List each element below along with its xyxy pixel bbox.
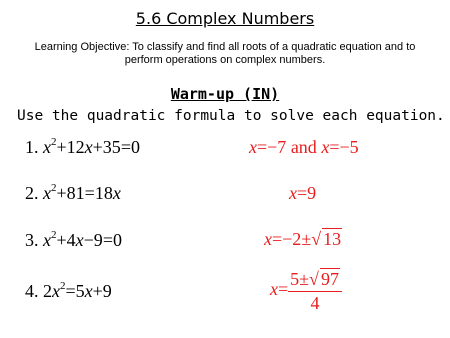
problem-number: 4. xyxy=(25,281,39,301)
term: 5 xyxy=(290,269,300,289)
and-text: and xyxy=(290,137,317,157)
equals: = xyxy=(329,137,340,157)
variable: x xyxy=(84,281,93,301)
variable: x xyxy=(270,279,278,300)
term: +81 xyxy=(56,183,85,203)
problem-1-equation: 1. $x^2+12x+35=0$ xyxy=(25,136,140,157)
root-value: −7 xyxy=(267,137,287,157)
rhs: 0 xyxy=(112,230,122,250)
variable: x xyxy=(249,137,257,157)
radicand: 13 xyxy=(323,229,342,249)
problem-2-equation: 2. $x^2+81=18x$ xyxy=(25,182,121,203)
coefficient: 2 xyxy=(43,281,52,301)
variable: x xyxy=(43,230,51,250)
equals: = xyxy=(278,279,289,300)
fraction xyxy=(288,268,342,314)
term: +35 xyxy=(92,137,121,157)
term: +12 xyxy=(56,137,85,157)
problem-number: 2. xyxy=(25,183,39,203)
variable: x xyxy=(264,229,272,249)
equals: = xyxy=(272,229,283,249)
variable: x xyxy=(84,137,93,157)
variable: x xyxy=(43,137,51,157)
term: 5 xyxy=(75,281,85,301)
root-value: −5 xyxy=(339,137,359,157)
problem-1-answer xyxy=(249,137,359,158)
root-value: 9 xyxy=(307,183,317,203)
problem-number: 1. xyxy=(25,137,39,157)
problem-number: 3. xyxy=(25,230,39,250)
problem-3-answer: x=−2±√ 13 xyxy=(264,229,342,249)
variable: x xyxy=(321,137,330,157)
variable: x xyxy=(52,281,60,301)
term: −9 xyxy=(83,230,103,250)
variable: x xyxy=(75,230,84,250)
equals: = xyxy=(297,183,308,203)
radicand: 97 xyxy=(320,269,339,289)
exponent: 2 xyxy=(51,182,57,194)
page-title: 5.6 Complex Numbers xyxy=(135,9,315,28)
term: +9 xyxy=(92,281,112,301)
exponent: 2 xyxy=(60,280,66,292)
learning-objective: Learning Objective: To classify and find all roots of a quadratic equation and to perform operations on complex numbers. xyxy=(34,41,416,66)
fraction-numerator: 5±√ 97 xyxy=(288,268,342,292)
problem-3-equation: 3. $x^2+4x-9=0$ xyxy=(25,229,122,250)
problem-2-answer xyxy=(289,183,316,204)
exponent: 2 xyxy=(51,136,57,148)
plus-minus: ± xyxy=(299,269,310,289)
fraction-denominator: 4 xyxy=(310,293,320,313)
rhs: 0 xyxy=(130,137,140,157)
term: +4 xyxy=(56,230,76,250)
equals: = xyxy=(257,137,268,157)
variable: x xyxy=(112,183,121,203)
term: 18 xyxy=(94,183,113,203)
problem-4-answer xyxy=(270,268,342,314)
problem-4-equation: 4. $2x^2=5x+9$ xyxy=(25,280,112,301)
variable: x xyxy=(289,183,297,203)
warmup-heading: Warm-up (IN) xyxy=(170,85,280,103)
plus-minus: ± xyxy=(301,229,312,249)
variable: x xyxy=(43,183,51,203)
exponent: 2 xyxy=(51,229,57,241)
term: −2 xyxy=(282,229,302,249)
warmup-instruction: Use the quadratic formula to solve each equation. xyxy=(17,108,445,124)
